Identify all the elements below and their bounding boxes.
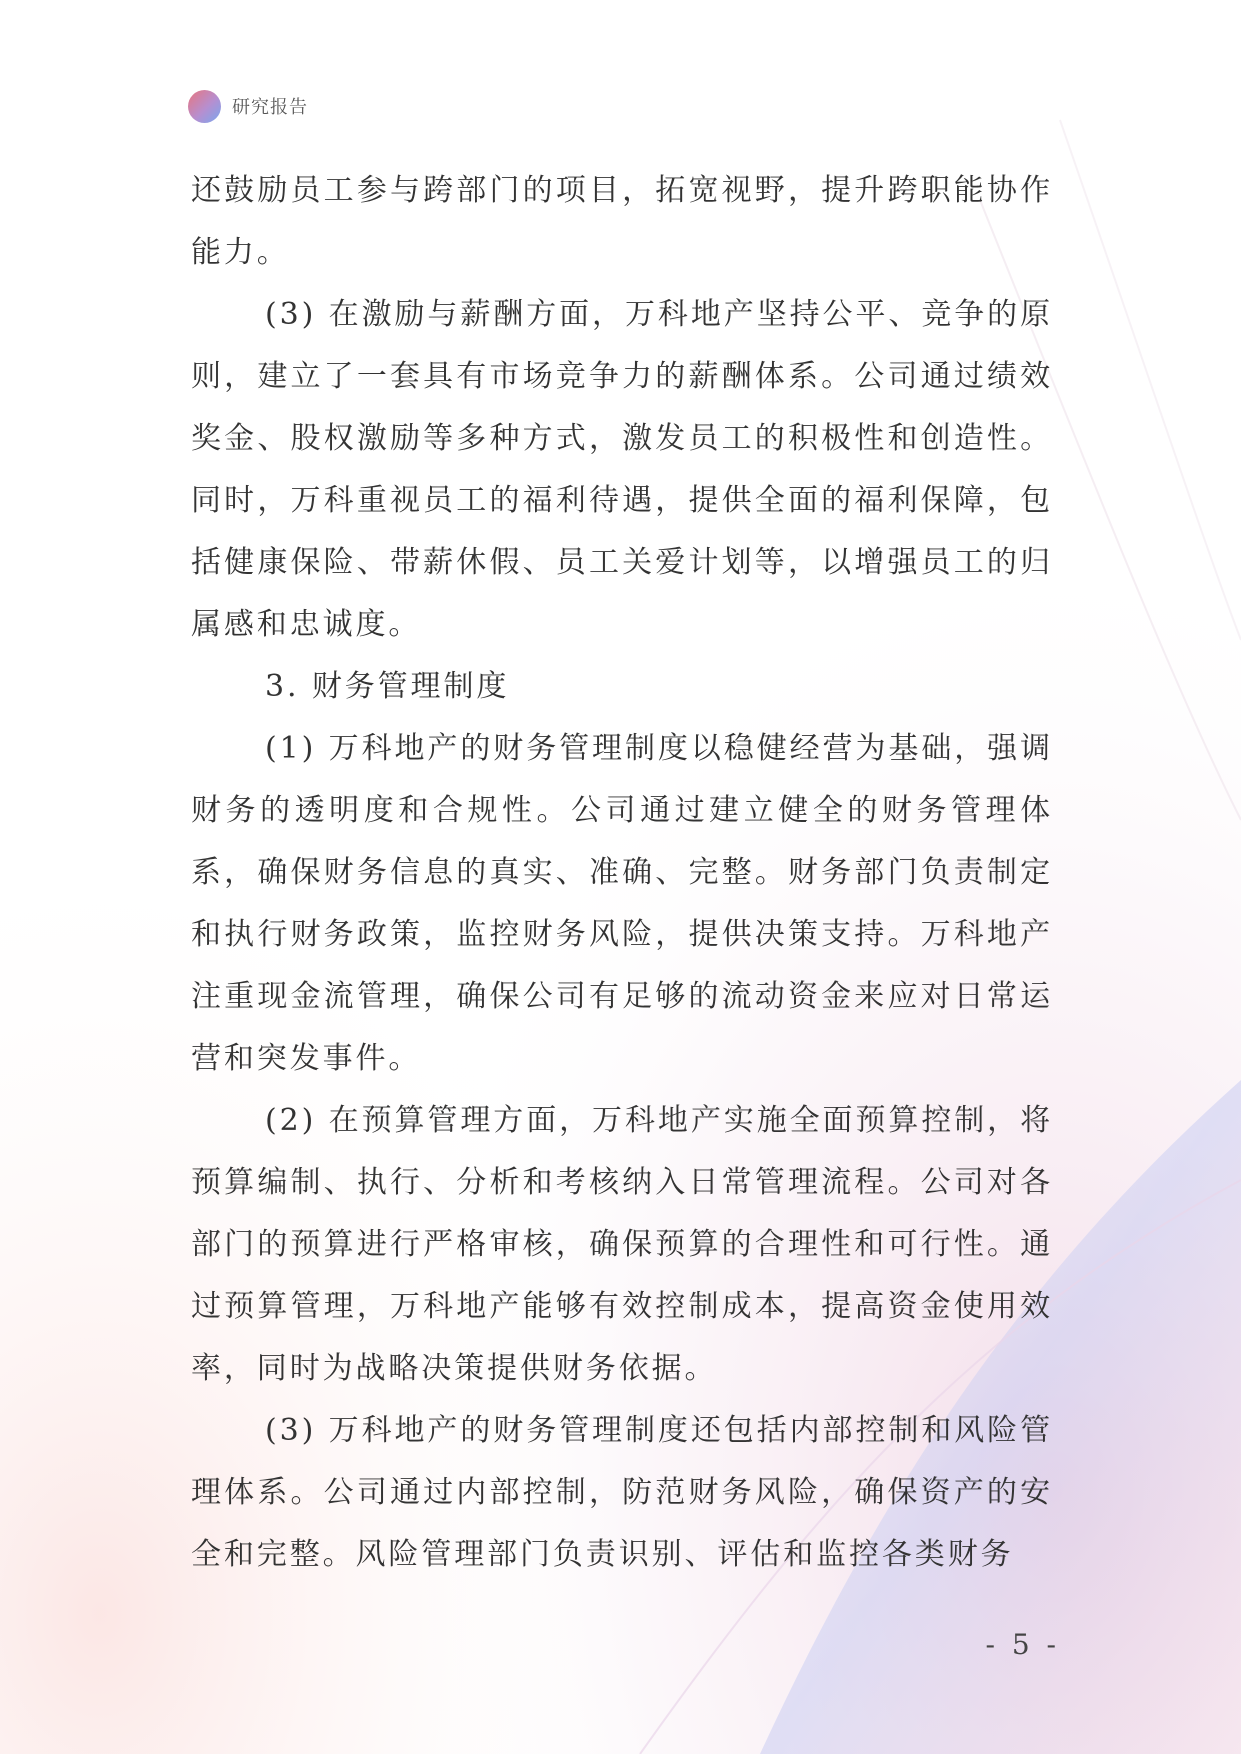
paragraph-finance-3: (3) 万科地产的财务管理制度还包括内部控制和风险管理体系。公司通过内部控制，防范财务风险，确保资产的安全和完整。风险管理部门负责识别、评估和监控各类财务 [191, 1413, 1053, 1572]
page-number: - 5 - [985, 1628, 1060, 1661]
logo-circle-icon [188, 90, 221, 123]
document-body [191, 160, 1053, 1586]
section-heading-finance: 3. 财务管理制度 [265, 669, 510, 704]
page-header [188, 88, 308, 124]
paragraph-incentives: (3) 在激励与薪酬方面，万科地产坚持公平、竞争的原则，建立了一套具有市场竞争力的薪酬体系。公司通过绩效奖金、股权激励等多种方式，激发员工的积极性和创造性。同时，万科重视员工的福利待遇，提供全面的福利保障，包括健康保险、带薪休假、员工关爱计划等，以增强员工的归属感和忠诚度。 [191, 297, 1053, 642]
paragraph-finance-2: (2) 在预算管理方面，万科地产实施全面预算控制，将预算编制、执行、分析和考核纳入日常管理流程。公司对各部门的预算进行严格审核，确保预算的合理性和可行性。通过预算管理，万科地产能够有效控制成本，提高资金使用效率，同时为战略决策提供财务依据。 [191, 1103, 1053, 1386]
header-title: 研究报告 [232, 97, 308, 118]
paragraph-continuation: 还鼓励员工参与跨部门的项目，拓宽视野，提升跨职能协作能力。 [191, 173, 1053, 270]
paragraph-finance-1: (1) 万科地产的财务管理制度以稳健经营为基础，强调财务的透明度和合规性。公司通过建立健全的财务管理体系，确保财务信息的真实、准确、完整。财务部门负责制定和执行财务政策，监控财务风险，提供决策支持。万科地产注重现金流管理，确保公司有足够的流动资金来应对日常运营和突发事件。 [191, 731, 1053, 1076]
